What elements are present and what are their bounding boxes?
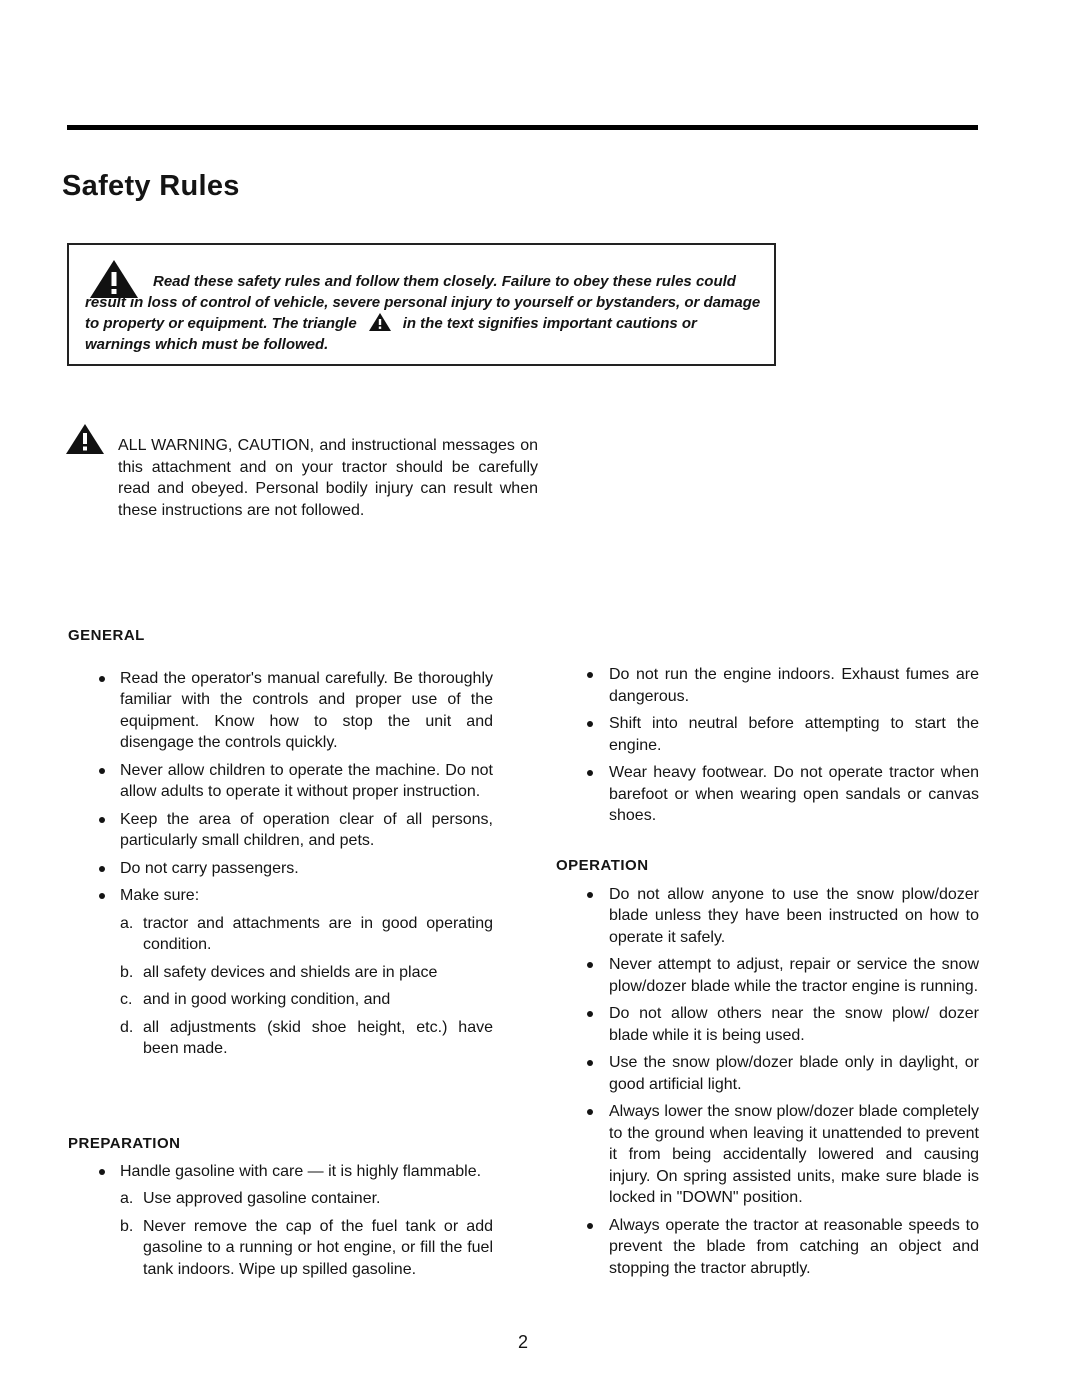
safety-notice-text: [85, 271, 765, 355]
safety-notice-box: [67, 243, 776, 366]
sub-item: [68, 989, 493, 1011]
general-continued-list: [556, 664, 979, 827]
list-item: Wear heavy footwear. Do not operate tractor when barefoot or when wearing open sandals or canvas shoes.: [556, 762, 979, 827]
page-number: 2: [518, 1332, 529, 1352]
sub-item: [68, 1017, 493, 1060]
preparation-list: [68, 1161, 493, 1183]
operation-list: [556, 884, 979, 1280]
general-section: [68, 625, 493, 1066]
sub-item-letter: a.: [120, 914, 134, 932]
list-item: Do not allow others near the snow plow/ dozer blade while it is being used.: [556, 1003, 979, 1046]
general-list: [68, 668, 493, 907]
list-item: Shift into neutral before attempting to start the engine.: [556, 713, 979, 756]
notice-lead: Read these safety rules and follow them closely. Failure to obey these rules could result in loss of control of vehicle, severe personal injury to yourself: [85, 273, 736, 311]
list-item: Use the snow plow/dozer blade only in daylight, or good artificial light.: [556, 1052, 979, 1095]
sub-item-letter: b.: [120, 963, 134, 981]
sub-item-text: tractor and attachments are in good operating condition.: [143, 914, 493, 953]
list-item: Keep the area of operation clear of all persons, particularly small children, and pets.: [68, 809, 493, 852]
sub-item: [68, 1188, 493, 1210]
notice-middle: or bystanders, or damage to property or equipment. The triangle: [85, 294, 761, 332]
notice-after: in the text: [402, 315, 474, 332]
list-item: Do not allow anyone to use the snow plow/dozer blade unless they have been instructed on how to operate it safely.: [556, 884, 979, 949]
preparation-sublist: [68, 1188, 493, 1280]
preparation-heading: PREPARATION: [68, 1135, 181, 1152]
general-continued-section: [556, 664, 979, 833]
sub-item: [68, 913, 493, 956]
sub-item-text: and in good working condition, and: [143, 991, 391, 1008]
list-item: Handle gasoline with care — it is highly flammable.: [68, 1161, 493, 1183]
sub-item-letter: b.: [120, 1217, 134, 1235]
sub-item-letter: a.: [120, 1190, 134, 1207]
general-heading: GENERAL: [68, 627, 145, 644]
warning-triangle-icon: [66, 424, 104, 454]
list-item: Never attempt to adjust, repair or service the snow plow/dozer blade while the tractor engine is running.: [556, 954, 979, 997]
sub-item-text: Use approved gasoline container.: [143, 1190, 381, 1207]
sub-item-text: all safety devices and shields are in place: [143, 963, 438, 981]
list-item: Always lower the snow plow/dozer blade completely to the ground when leaving it unattended to prevent it from being accidentally lowered and causing injury. On spring assisted units, make sure blade is locked in "DOWN" position.: [556, 1101, 979, 1209]
list-item: Make sure:: [68, 885, 493, 907]
sub-item-letter: c.: [120, 991, 133, 1008]
sub-item: [68, 1216, 493, 1281]
inline-triangle-icon: [369, 313, 391, 331]
sub-item-text: Never remove the cap of the fuel tank or add gasoline to a running or hot engine, or fill the fuel tank indoors. Wipe up spilled gasoline.: [143, 1217, 493, 1278]
list-item: Always operate the tractor at reasonable speeds to prevent the blade from catching an object and stopping the tractor abruptly.: [556, 1215, 979, 1280]
list-item: Do not carry passengers.: [68, 858, 493, 880]
operation-section: [556, 855, 979, 1285]
sub-item-letter: d.: [120, 1018, 134, 1036]
list-item: Never allow children to operate the machine. Do not allow adults to operate it without proper instruction.: [68, 760, 493, 803]
preparation-section: [68, 1133, 493, 1286]
list-item: Read the operator's manual carefully. Be thoroughly familiar with the controls and proper use of the equipment. Know how to stop the unit and disengage the controls quickly.: [68, 668, 493, 754]
page-title: Safety Rules: [62, 170, 240, 202]
list-item: Do not run the engine indoors. Exhaust fumes are dangerous.: [556, 664, 979, 707]
sub-item: [68, 962, 493, 984]
notice-tail: signifies important cautions or warnings which must be followed.: [85, 315, 697, 353]
make-sure-sublist: [68, 913, 493, 1060]
header-rule: [67, 125, 978, 130]
sub-item-text: all adjustments (skid shoe height, etc.) have been made.: [143, 1018, 493, 1057]
operation-heading: OPERATION: [556, 857, 649, 874]
warning-paragraph: ALL WARNING, CAUTION, and instructional messages on this attachment and on your tractor should be carefully read and obeyed. Personal bodily injury can result when these instructions are not followed.: [118, 437, 538, 519]
